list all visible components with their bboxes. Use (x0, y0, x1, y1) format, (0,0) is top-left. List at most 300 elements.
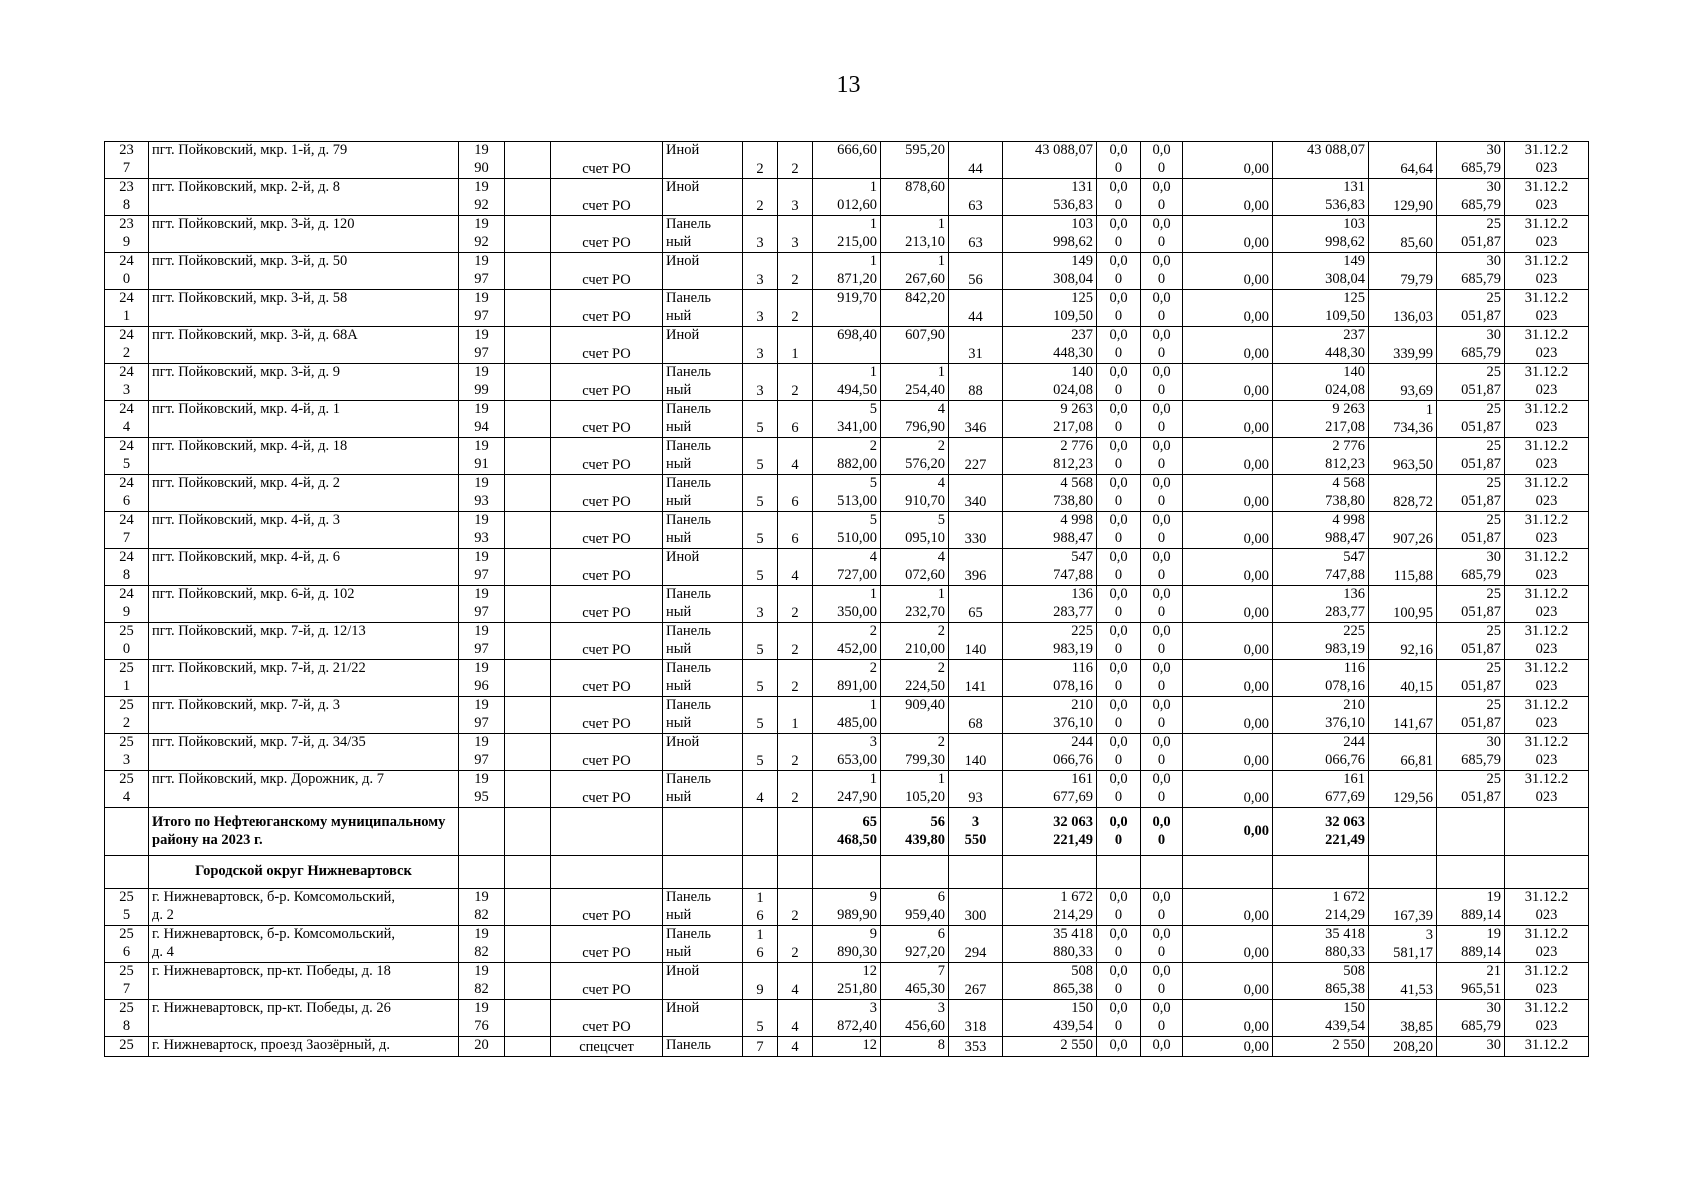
cell-year: 19 76 (459, 1000, 505, 1037)
cell-fund: счет РО (551, 216, 663, 253)
cell-area: 9 890,30 (813, 926, 881, 963)
cell-f4: 116 078,16 (1273, 660, 1369, 697)
cell-people: 56 (949, 253, 1003, 290)
cell-unit: 828,72 (1369, 475, 1437, 512)
cell-n: 25 6 (105, 926, 149, 963)
cell-en: 6 (778, 401, 813, 438)
cell-area: 9 989,90 (813, 889, 881, 926)
cell-f4: 244 066,76 (1273, 734, 1369, 771)
empty-cell (1505, 856, 1589, 889)
cell-unit: 66,81 (1369, 734, 1437, 771)
cell-addr: пгт. Пойковский, мкр. 1-й, д. 79 (149, 142, 459, 179)
cell-area2: 4 910,70 (881, 475, 949, 512)
cell-year: 19 97 (459, 623, 505, 660)
cell-wall: Панель (663, 1037, 743, 1057)
cell-fl: 3 (743, 216, 778, 253)
cell-max: 30 (1437, 1037, 1505, 1057)
cell-addr: пгт. Пойковский, мкр. 3-й, д. 9 (149, 364, 459, 401)
cell-fl: 5 (743, 734, 778, 771)
cell-f4: 131 536,83 (1273, 179, 1369, 216)
table-row (105, 327, 1589, 364)
cell-date: 31.12.2 (1505, 1037, 1589, 1057)
cell-wall: Панель ный (663, 475, 743, 512)
empty-cell (551, 808, 663, 856)
cell-f2: 0,0 0 (1141, 327, 1183, 364)
cell-f4: 210 376,10 (1273, 697, 1369, 734)
empty-cell (813, 856, 881, 889)
cell-en: 1 (778, 327, 813, 364)
cell-c4 (505, 179, 551, 216)
cell-area: 1 247,90 (813, 771, 881, 808)
cell-en: 2 (778, 290, 813, 327)
cell-max: 30 685,79 (1437, 253, 1505, 290)
cell-unit: 41,53 (1369, 963, 1437, 1000)
empty-cell (1003, 856, 1097, 889)
empty-cell (1183, 856, 1273, 889)
cell-fl: 7 (743, 1037, 778, 1057)
cell-wall: Панель ный (663, 401, 743, 438)
cell-fund: счет РО (551, 364, 663, 401)
cell-f4: 2 776 812,23 (1273, 438, 1369, 475)
cell-year: 19 90 (459, 142, 505, 179)
cell-fund: счет РО (551, 438, 663, 475)
cell-c4 (505, 1000, 551, 1037)
cell-area2: 878,60 (881, 179, 949, 216)
cell-n: 24 4 (105, 401, 149, 438)
cell-f1: 0,0 0 (1097, 290, 1141, 327)
total-people: 3 550 (949, 808, 1003, 856)
cell-en: 4 (778, 438, 813, 475)
cell-addr: г. Нижневартовск, пр-кт. Победы, д. 18 (149, 963, 459, 1000)
cell-f2: 0,0 0 (1141, 179, 1183, 216)
cell-year: 19 97 (459, 697, 505, 734)
cell-f3: 0,00 (1183, 290, 1273, 327)
empty-cell (505, 856, 551, 889)
table-row (105, 364, 1589, 401)
cell-total: 9 263 217,08 (1003, 401, 1097, 438)
cell-f2: 0,0 0 (1141, 401, 1183, 438)
cell-year: 19 93 (459, 475, 505, 512)
table-row (105, 475, 1589, 512)
cell-f4: 136 283,77 (1273, 586, 1369, 623)
cell-fl: 5 (743, 623, 778, 660)
empty-cell (778, 856, 813, 889)
cell-people: 31 (949, 327, 1003, 364)
cell-people: 63 (949, 216, 1003, 253)
cell-c4 (505, 926, 551, 963)
cell-n: 24 5 (105, 438, 149, 475)
cell-unit: 79,79 (1369, 253, 1437, 290)
cell-max: 30 685,79 (1437, 327, 1505, 364)
cell-date: 31.12.2 023 (1505, 475, 1589, 512)
cell-addr: г. Нижневартовск, пр-кт. Победы, д. 26 (149, 1000, 459, 1037)
section-title: Городской округ Нижневартовск (149, 856, 459, 889)
cell-f4: 237 448,30 (1273, 327, 1369, 364)
cell-unit: 93,69 (1369, 364, 1437, 401)
cell-c4 (505, 889, 551, 926)
cell-f2: 0,0 0 (1141, 623, 1183, 660)
cell-total: 244 066,76 (1003, 734, 1097, 771)
cell-people: 93 (949, 771, 1003, 808)
cell-area: 1 012,60 (813, 179, 881, 216)
cell-year: 19 97 (459, 734, 505, 771)
cell-f3: 0,00 (1183, 142, 1273, 179)
empty-cell (881, 856, 949, 889)
cell-total: 508 865,38 (1003, 963, 1097, 1000)
empty-cell (1273, 856, 1369, 889)
cell-area: 4 727,00 (813, 549, 881, 586)
cell-people: 318 (949, 1000, 1003, 1037)
cell-people: 63 (949, 179, 1003, 216)
cell-f1: 0,0 0 (1097, 889, 1141, 926)
cell-fl: 4 (743, 771, 778, 808)
cell-f1: 0,0 0 (1097, 142, 1141, 179)
cell-en: 6 (778, 512, 813, 549)
cell-year: 19 97 (459, 586, 505, 623)
cell-date: 31.12.2 023 (1505, 364, 1589, 401)
cell-n: 25 (105, 1037, 149, 1057)
cell-area2: 3 456,60 (881, 1000, 949, 1037)
empty-cell (1369, 808, 1437, 856)
cell-people: 396 (949, 549, 1003, 586)
cell-en: 2 (778, 364, 813, 401)
table-row (105, 512, 1589, 549)
cell-f1: 0,0 (1097, 1037, 1141, 1057)
cell-total: 150 439,54 (1003, 1000, 1097, 1037)
cell-n: 25 4 (105, 771, 149, 808)
cell-f2: 0,0 0 (1141, 963, 1183, 1000)
cell-people: 267 (949, 963, 1003, 1000)
cell-n: 24 3 (105, 364, 149, 401)
table-row (105, 549, 1589, 586)
cell-area: 1 485,00 (813, 697, 881, 734)
cell-total: 4 568 738,80 (1003, 475, 1097, 512)
cell-max: 30 685,79 (1437, 549, 1505, 586)
cell-date: 31.12.2 023 (1505, 697, 1589, 734)
cell-f1: 0,0 0 (1097, 401, 1141, 438)
cell-wall: Панель ный (663, 889, 743, 926)
cell-area2: 8 (881, 1037, 949, 1057)
cell-wall: Панель ный (663, 771, 743, 808)
cell-wall: Иной (663, 963, 743, 1000)
cell-people: 353 (949, 1037, 1003, 1057)
cell-f1: 0,0 0 (1097, 438, 1141, 475)
cell-f3: 0,00 (1183, 623, 1273, 660)
cell-fl: 5 (743, 438, 778, 475)
cell-year: 19 99 (459, 364, 505, 401)
cell-n: 25 7 (105, 963, 149, 1000)
cell-c4 (505, 734, 551, 771)
cell-en: 2 (778, 660, 813, 697)
empty-cell (459, 856, 505, 889)
cell-wall: Иной (663, 142, 743, 179)
cell-en: 6 (778, 475, 813, 512)
cell-f2: 0,0 0 (1141, 142, 1183, 179)
cell-addr: г. Нижневартоск, проезд Заозёрный, д. (149, 1037, 459, 1057)
cell-area: 1 215,00 (813, 216, 881, 253)
cell-n: 25 8 (105, 1000, 149, 1037)
cell-unit: 907,26 (1369, 512, 1437, 549)
cell-f3: 0,00 (1183, 926, 1273, 963)
cell-n: 25 2 (105, 697, 149, 734)
cell-total: 149 308,04 (1003, 253, 1097, 290)
empty-cell (505, 808, 551, 856)
cell-wall: Панель ный (663, 290, 743, 327)
cell-unit: 1 734,36 (1369, 401, 1437, 438)
cell-date: 31.12.2 023 (1505, 926, 1589, 963)
cell-fund: счет РО (551, 327, 663, 364)
cell-addr: пгт. Пойковский, мкр. 3-й, д. 68А (149, 327, 459, 364)
cell-area2: 2 576,20 (881, 438, 949, 475)
cell-f1: 0,0 0 (1097, 364, 1141, 401)
table-row (105, 438, 1589, 475)
cell-year: 19 97 (459, 253, 505, 290)
cell-fund: счет РО (551, 771, 663, 808)
cell-area: 5 510,00 (813, 512, 881, 549)
cell-f1: 0,0 0 (1097, 216, 1141, 253)
cell-wall: Панель ный (663, 512, 743, 549)
cell-people: 140 (949, 623, 1003, 660)
cell-people: 44 (949, 290, 1003, 327)
cell-fl: 5 (743, 512, 778, 549)
empty-cell (663, 808, 743, 856)
cell-max: 25 051,87 (1437, 216, 1505, 253)
cell-en: 2 (778, 623, 813, 660)
table-row (105, 697, 1589, 734)
cell-n: 24 9 (105, 586, 149, 623)
cell-f1: 0,0 0 (1097, 734, 1141, 771)
table-row (105, 660, 1589, 697)
cell-max: 25 051,87 (1437, 623, 1505, 660)
cell-wall: Иной (663, 734, 743, 771)
table-row (105, 889, 1589, 926)
cell-fund: счет РО (551, 660, 663, 697)
cell-f3: 0,00 (1183, 253, 1273, 290)
cell-people: 346 (949, 401, 1003, 438)
cell-addr: пгт. Пойковский, мкр. 7-й, д. 3 (149, 697, 459, 734)
cell-area2: 1 254,40 (881, 364, 949, 401)
cell-n: 23 8 (105, 179, 149, 216)
cell-c4 (505, 364, 551, 401)
empty-cell (949, 856, 1003, 889)
cell-en: 4 (778, 1000, 813, 1037)
cell-wall: Панель ный (663, 697, 743, 734)
cell-date: 31.12.2 023 (1505, 771, 1589, 808)
cell-f2: 0,0 0 (1141, 475, 1183, 512)
cell-total: 2 776 812,23 (1003, 438, 1097, 475)
cell-unit: 129,90 (1369, 179, 1437, 216)
cell-n: 24 8 (105, 549, 149, 586)
cell-fl: 2 (743, 179, 778, 216)
cell-people: 140 (949, 734, 1003, 771)
cell-addr: пгт. Пойковский, мкр. 7-й, д. 21/22 (149, 660, 459, 697)
cell-n: 25 3 (105, 734, 149, 771)
cell-f1: 0,0 0 (1097, 1000, 1141, 1037)
cell-f1: 0,0 0 (1097, 327, 1141, 364)
cell-fund: счет РО (551, 586, 663, 623)
cell-f2: 0,0 0 (1141, 1000, 1183, 1037)
cell-fund: счет РО (551, 963, 663, 1000)
cell-fund: счет РО (551, 1000, 663, 1037)
cell-date: 31.12.2 023 (1505, 401, 1589, 438)
cell-total: 103 998,62 (1003, 216, 1097, 253)
cell-year: 19 92 (459, 179, 505, 216)
cell-f4: 4 998 988,47 (1273, 512, 1369, 549)
cell-addr: пгт. Пойковский, мкр. 7-й, д. 12/13 (149, 623, 459, 660)
cell-fund: спецсчет (551, 1037, 663, 1057)
cell-area2: 4 796,90 (881, 401, 949, 438)
cell-f1: 0,0 0 (1097, 475, 1141, 512)
cell-people: 65 (949, 586, 1003, 623)
empty-cell (1141, 856, 1183, 889)
cell-total: 116 078,16 (1003, 660, 1097, 697)
cell-fl: 5 (743, 475, 778, 512)
cell-wall: Панель ный (663, 660, 743, 697)
cell-f4: 125 109,50 (1273, 290, 1369, 327)
cell-year: 19 96 (459, 660, 505, 697)
cell-area: 3 653,00 (813, 734, 881, 771)
cell-area: 12 251,80 (813, 963, 881, 1000)
table-row (105, 290, 1589, 327)
empty-cell (1437, 808, 1505, 856)
cell-f2: 0,0 0 (1141, 697, 1183, 734)
cell-area: 698,40 (813, 327, 881, 364)
cell-addr: пгт. Пойковский, мкр. 4-й, д. 3 (149, 512, 459, 549)
cell-max: 30 685,79 (1437, 142, 1505, 179)
cell-unit: 3 581,17 (1369, 926, 1437, 963)
cell-wall: Иной (663, 549, 743, 586)
total-area: 65 468,50 (813, 808, 881, 856)
cell-f2: 0,0 0 (1141, 734, 1183, 771)
total-row (105, 808, 1589, 856)
cell-area2: 1 267,60 (881, 253, 949, 290)
cell-area2: 2 799,30 (881, 734, 949, 771)
cell-unit: 208,20 (1369, 1037, 1437, 1057)
cell-people: 227 (949, 438, 1003, 475)
cell-year: 19 94 (459, 401, 505, 438)
cell-c4 (505, 475, 551, 512)
table-row (105, 926, 1589, 963)
cell-total: 547 747,88 (1003, 549, 1097, 586)
cell-total: 136 283,77 (1003, 586, 1097, 623)
cell-wall: Панель ный (663, 623, 743, 660)
cell-c4 (505, 549, 551, 586)
cell-max: 25 051,87 (1437, 660, 1505, 697)
cell-people: 294 (949, 926, 1003, 963)
cell-en: 1 (778, 697, 813, 734)
cell-f4: 9 263 217,08 (1273, 401, 1369, 438)
total-f3: 0,00 (1183, 808, 1273, 856)
cell-f4: 225 983,19 (1273, 623, 1369, 660)
table-row (105, 253, 1589, 290)
empty-cell (743, 808, 778, 856)
cell-date: 31.12.2 023 (1505, 963, 1589, 1000)
cell-c4 (505, 512, 551, 549)
cell-wall: Панель ный (663, 586, 743, 623)
table-row (105, 401, 1589, 438)
cell-c4 (505, 401, 551, 438)
cell-f4: 1 672 214,29 (1273, 889, 1369, 926)
cell-en: 3 (778, 179, 813, 216)
total-cost: 32 063 221,49 (1003, 808, 1097, 856)
cell-fl: 5 (743, 1000, 778, 1037)
cell-area2: 4 072,60 (881, 549, 949, 586)
cell-fl: 1 6 (743, 889, 778, 926)
cell-max: 25 051,87 (1437, 438, 1505, 475)
empty-cell (105, 856, 149, 889)
cell-f3: 0,00 (1183, 216, 1273, 253)
cell-people: 68 (949, 697, 1003, 734)
cell-year: 19 91 (459, 438, 505, 475)
cell-date: 31.12.2 023 (1505, 586, 1589, 623)
cell-year: 19 97 (459, 327, 505, 364)
cell-unit: 40,15 (1369, 660, 1437, 697)
cell-addr: пгт. Пойковский, мкр. 4-й, д. 18 (149, 438, 459, 475)
cell-en: 2 (778, 926, 813, 963)
cell-addr: пгт. Пойковский, мкр. 4-й, д. 6 (149, 549, 459, 586)
cell-fl: 9 (743, 963, 778, 1000)
table-row (105, 179, 1589, 216)
cell-addr: г. Нижневартовск, б-р. Комсомольский, д. 2 (149, 889, 459, 926)
cell-fl: 3 (743, 586, 778, 623)
cell-n: 23 7 (105, 142, 149, 179)
cell-f4: 43 088,07 (1273, 142, 1369, 179)
empty-cell (1369, 856, 1437, 889)
empty-cell (778, 808, 813, 856)
total-label: Итого по Нефтеюганскому муниципальному районy на 2023 г. (149, 808, 459, 856)
cell-max: 25 051,87 (1437, 364, 1505, 401)
cell-year: 19 93 (459, 512, 505, 549)
cell-unit: 141,67 (1369, 697, 1437, 734)
empty-cell (105, 808, 149, 856)
cell-area: 1 494,50 (813, 364, 881, 401)
cell-people: 141 (949, 660, 1003, 697)
cell-f1: 0,0 0 (1097, 771, 1141, 808)
cell-date: 31.12.2 023 (1505, 179, 1589, 216)
cell-f2: 0,0 0 (1141, 660, 1183, 697)
cell-max: 19 889,14 (1437, 889, 1505, 926)
empty-cell (663, 856, 743, 889)
cell-fund: счет РО (551, 697, 663, 734)
cell-f3: 0,00 (1183, 771, 1273, 808)
cell-wall: Панель ный (663, 926, 743, 963)
cell-f3: 0,00 (1183, 586, 1273, 623)
cell-area2: 6 959,40 (881, 889, 949, 926)
table-row (105, 734, 1589, 771)
cell-c4 (505, 623, 551, 660)
cell-date: 31.12.2 023 (1505, 889, 1589, 926)
cell-date: 31.12.2 023 (1505, 438, 1589, 475)
cell-fl: 3 (743, 327, 778, 364)
cell-area: 2 452,00 (813, 623, 881, 660)
cell-fl: 3 (743, 364, 778, 401)
cell-fund: счет РО (551, 734, 663, 771)
cell-c4 (505, 142, 551, 179)
cell-fl: 5 (743, 697, 778, 734)
cell-addr: пгт. Пойковский, мкр. 4-й, д. 1 (149, 401, 459, 438)
cell-f3: 0,00 (1183, 364, 1273, 401)
cell-f3: 0,00 (1183, 475, 1273, 512)
cell-total: 131 536,83 (1003, 179, 1097, 216)
empty-cell (551, 856, 663, 889)
cell-area2: 6 927,20 (881, 926, 949, 963)
cell-f1: 0,0 0 (1097, 512, 1141, 549)
cell-total: 1 672 214,29 (1003, 889, 1097, 926)
cell-max: 25 051,87 (1437, 290, 1505, 327)
cell-f3: 0,00 (1183, 963, 1273, 1000)
cell-n: 24 7 (105, 512, 149, 549)
cell-max: 25 051,87 (1437, 586, 1505, 623)
